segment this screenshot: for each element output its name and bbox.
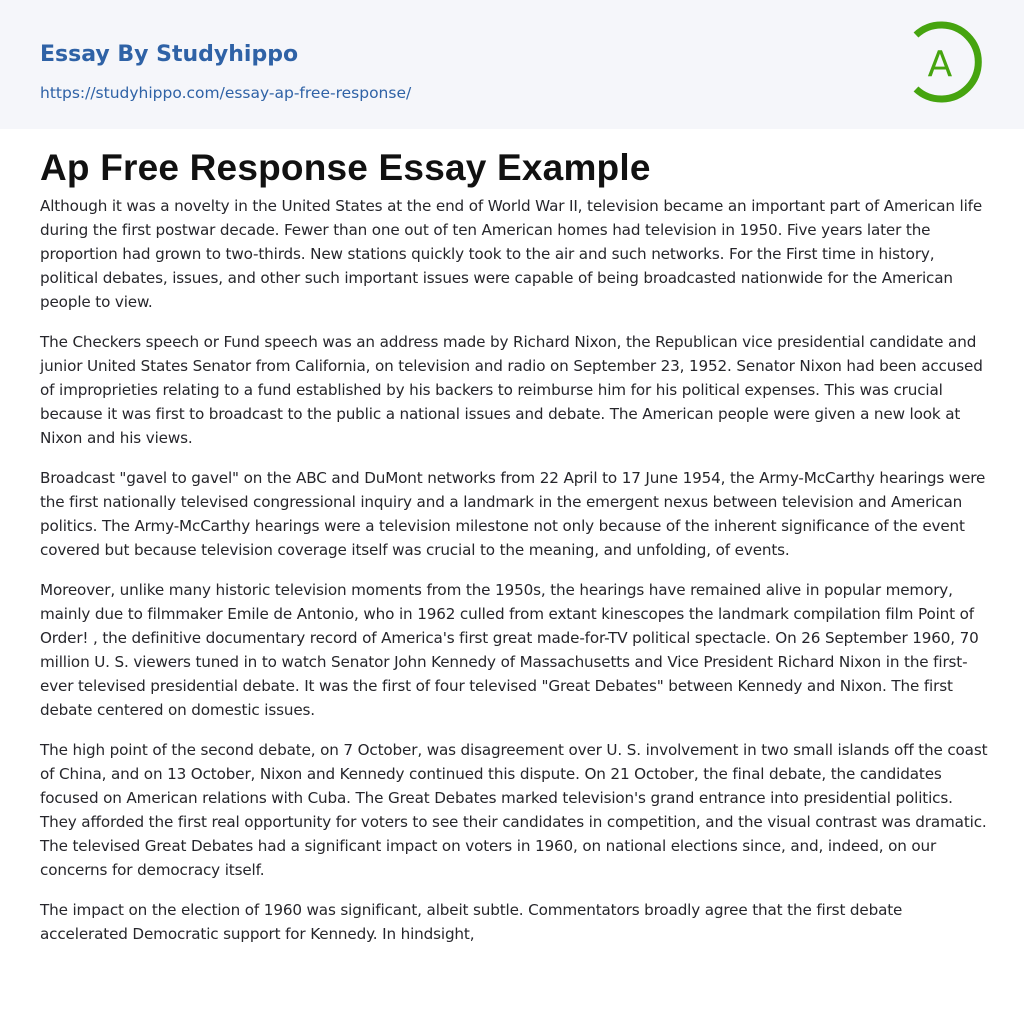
article-paragraph-3: Broadcast "gavel to gavel" on the ABC and DuMont networks from 22 April to 17 June 1954, the Army-McCarthy hearings were the first nationally televised congressional inquiry and a landmark in the emergent nexus between television and American politics. The Army-McCarthy hearings were a television milestone not only because of the inherent significance of the event covered but because television coverage itself was crucial to the meaning, and unfolding, of events. bbox=[40, 469, 986, 559]
essay-url-link[interactable]: https://studyhippo.com/essay-ap-free-response/ bbox=[40, 84, 412, 102]
article bbox=[40, 146, 990, 962]
article-paragraph-5: The high point of the second debate, on 7 October, was disagreement over U. S. involvement in two small islands off the coast of China, and on 13 October, Nixon and Kennedy continued this dispute. On 21 October, the final debate, the candidates focused on American relations with Cuba. The Great Debates marked television's grand entrance into presidential politics. They afforded the first real opportunity for voters to see their candidates in competition, and the visual contrast was dramatic. The televised Great Debates had a significant impact on voters in 1960, on national elections since, and, indeed, on our concerns for democracy itself. bbox=[40, 741, 988, 879]
article-paragraph-4: Moreover, unlike many historic television moments from the 1950s, the hearings have remained alive in popular memory, mainly due to filmmaker Emile de Antonio, who in 1962 culled from extant kinescopes the landmark compilation film Point of Order! , the definitive documentary record of America's first great made-for-TV political spectacle. On 26 September 1960, 70 million U. S. viewers tuned in to watch Senator John Kennedy of Massachusetts and Vice President Richard Nixon in the first-ever televised presidential debate. It was the first of four televised "Great Debates" between Kennedy and Nixon. The first debate centered on domestic issues. bbox=[40, 581, 979, 719]
brand-title[interactable]: Essay By Studyhippo bbox=[40, 42, 299, 67]
article-paragraph-2: The Checkers speech or Fund speech was an address made by Richard Nixon, the Republican vice presidential candidate and junior United States Senator from California, on television and radio on September 23, 1952. Senator Nixon had been accused of improprieties relating to a fund established by his backers to reimburse him for his political expenses. This was crucial because it was first to broadcast to the public a national issues and debate. The American people were given a new look at Nixon and his views. bbox=[40, 333, 983, 447]
article-paragraph-6: The impact on the election of 1960 was significant, albeit subtle. Commentators broadly agree that the first debate accelerated Democratic support for Kennedy. In hindsight, bbox=[40, 901, 903, 943]
article-paragraph-1: Although it was a novelty in the United States at the end of World War II, television became an important part of American life during the first postwar decade. Fewer than one out of ten American homes had television in 1950. Five years later the proportion had grown to two-thirds. New stations quickly took to the air and such networks. For the First time in history, political debates, issues, and other such important issues were capable of being broadcasted nationwide for the American people to view. bbox=[40, 197, 983, 311]
logo-letter: A bbox=[927, 44, 953, 85]
site-header bbox=[0, 0, 1024, 129]
studyhippo-logo-icon[interactable] bbox=[904, 20, 986, 104]
page-title: Ap Free Response Essay Example bbox=[40, 147, 651, 188]
